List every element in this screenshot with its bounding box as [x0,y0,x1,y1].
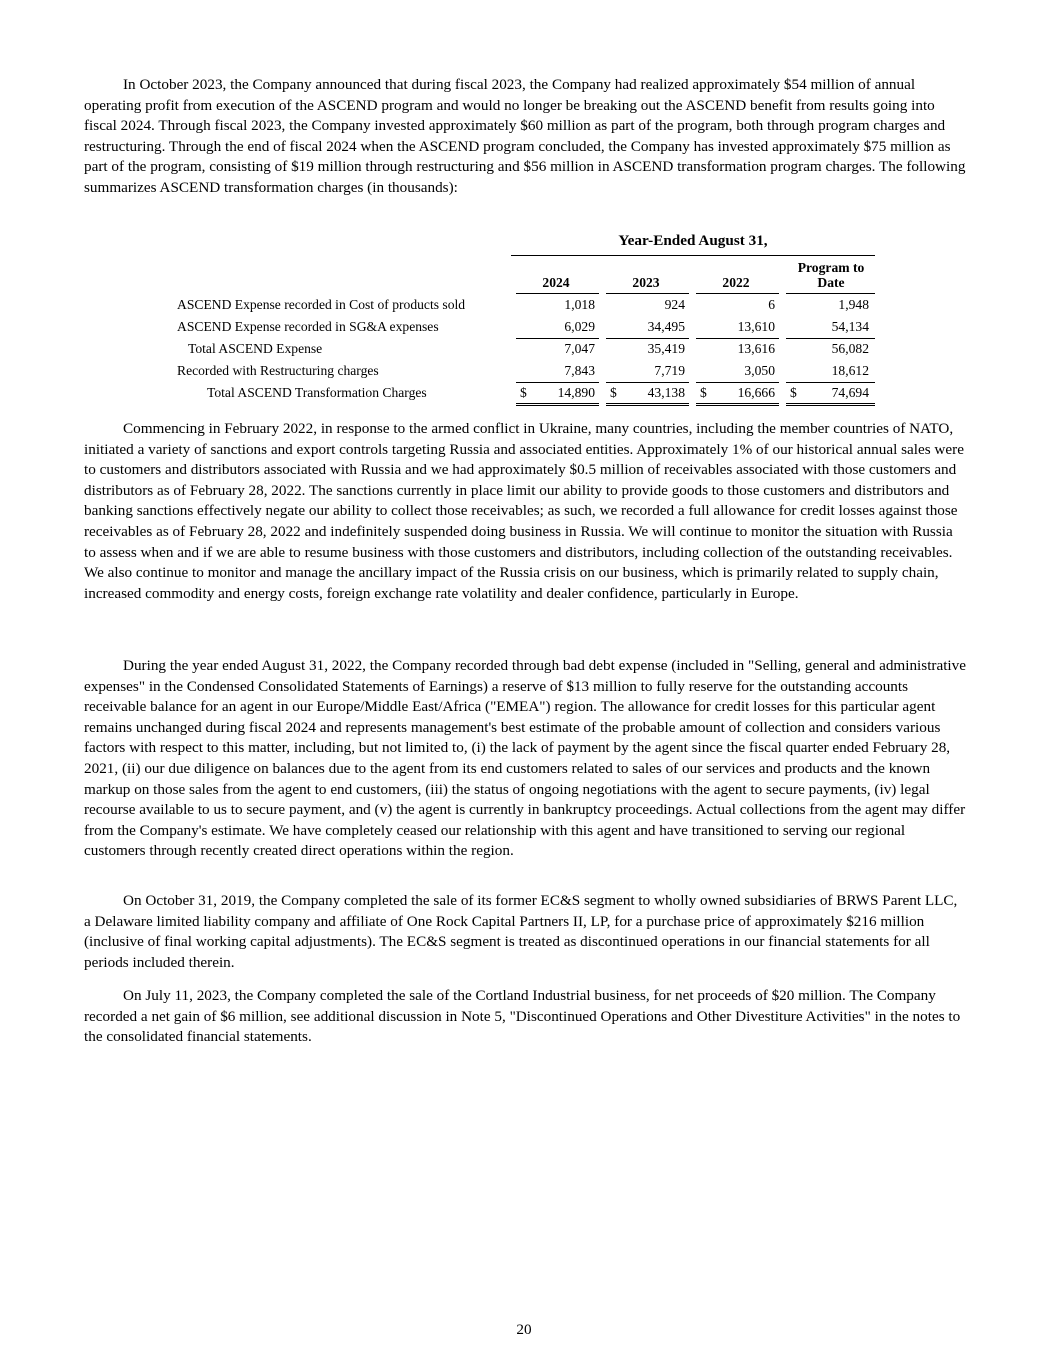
cell-2024: 6,029 [564,319,595,334]
double-rule-2024 [516,403,599,406]
cell-2024: 7,047 [564,341,595,356]
cell-ptd: 74,694 [831,385,869,400]
cell-2024: 14,890 [557,385,595,400]
cell-2022: 13,610 [737,319,775,334]
col-rule-ptd [786,293,875,294]
cell-2022: 3,050 [744,363,775,378]
cell-2023: 34,495 [647,319,685,334]
row-label: ASCEND Expense recorded in Cost of products sold [177,297,466,312]
table-row [173,295,878,316]
col-header-2022: 2022 [722,275,750,290]
currency-symbol: $ [790,385,797,400]
cell-2022: 13,616 [737,341,775,356]
paragraph-russia-sanctions: Commencing in February 2022, in response to the armed conflict in Ukraine, many countries, including the member countries of NATO, initiated a variety of sanctions and export controls targeting Russia and associated entities. Approximately 1% of our historical annual sales were to customers and distributors associated with Russia and we had approximately $0.5 million of receivables associated with those customers and distributors as of February 28, 2022. The sanctions currently in place limit our ability to provide goods to those customers and distributors and banking sanctions effectively negate our ability to collect those receivables; as such, we recorded a full allowance for credit losses against those receivables as of February 28, 2022 and indefinitely suspended doing business in Russia. We will continue to monitor the situation with Russia to assess when and if we are able to resume business with those customers and distributors, including collection of the outstanding receivables. We also continue to monitor and manage the ancillary impact of the Russia crisis on our business, which is primarily related to supply chain, increased commodity and energy costs, foreign exchange rate volatility and dealer confidence, particularly in Europe. [84,420,964,602]
row-label: Recorded with Restructuring charges [177,363,379,378]
col-rule-2024 [516,293,599,294]
cell-ptd: 18,612 [831,363,869,378]
col-rule-2023 [606,293,689,294]
cell-2024: 7,843 [564,363,595,378]
col-header-ptd-line1: Program to [797,260,865,275]
cell-2023: 35,419 [647,341,685,356]
col-header-program-to-date [785,260,877,290]
double-rule-ptd [786,403,875,406]
cell-2023: 924 [664,297,685,312]
paragraph-ascend-program: In October 2023, the Company announced that during fiscal 2023, the Company had realized approximately $54 million of annual operating profit from execution of the ASCEND program and would no longer be breaking out the ASCEND benefit from results going into fiscal 2024. Through fiscal 2023, the Company invested approximately $60 million as part of the program, both through program charges and restructuring. Through the end of fiscal 2024 when the ASCEND program concluded, the Company has invested approximately $75 million as part of the program, consisting of $19 million through restructuring and $56 million in ASCEND transformation program charges. The following summarizes ASCEND transformation charges (in thousands): [84,76,966,196]
currency-symbol: $ [520,385,527,400]
paragraph-ecs-sale: On October 31, 2019, the Company completed the sale of its former EC&S segment to wholly owned subsidiaries of BRWS Parent LLC, a Delaware limited liability company and affiliate of One Rock Capital Partners II, LP, for a purchase price of approximately $216 million (inclusive of final working capital adjustments). The EC&S segment is treated as discontinued operations in our financial statements for all periods included therein. [84,892,958,971]
table-row [173,361,878,382]
page-number: 20 [516,1321,532,1338]
period-header-rule [511,255,875,256]
currency-symbol: $ [610,385,617,400]
col-header-ptd-line2: Date [817,275,845,290]
cell-ptd: 1,948 [838,297,869,312]
cell-ptd: 56,082 [831,341,869,356]
currency-symbol: $ [700,385,707,400]
paragraph-emea-agent-reserve: During the year ended August 31, 2022, the Company recorded through bad debt expense (included in "Selling, general and administrative expenses" in the Condensed Consolidated Statements of Earnings) a reserve of $13 million to fully reserve for the outstanding accounts receivable balance for an agent in our Europe/Middle East/Africa ("EMEA") region. The allowance for credit losses for this particular agent remains unchanged during fiscal 2024 and represents management's best estimate of the probable amount of collection and considers various factors with respect to this matter, including, but not limited to, (i) the lack of payment by the agent since the fiscal quarter ended February 28, 2021, (ii) our due diligence on balances due to the agent from its end customers related to sales of our services and products and the known markup on those sales from the agent to end customers, (iii) the status of ongoing negotiations with the agent to secure payments, (iv) legal recourse available to us to secure payment, and (v) the agent is currently in bankruptcy proceedings. Actual collections from the agent may differ from the Company's estimate. We have completely ceased our relationship with this agent and have transitioned to serving our regional customers through recently created direct operations within the region. [84,657,966,860]
col-header-2024: 2024 [542,275,570,290]
col-rule-2022 [696,293,779,294]
table-row-total [173,383,878,404]
cell-2024: 1,018 [564,297,595,312]
table-row-subtotal [173,339,878,360]
cell-2022: 16,666 [737,385,775,400]
double-rule-2022 [696,403,779,406]
cell-2023: 7,719 [654,363,685,378]
cell-ptd: 54,134 [831,319,869,334]
col-header-2023: 2023 [632,275,660,290]
cell-2022: 6 [768,297,775,312]
table-row [173,317,878,338]
cell-2023: 43,138 [647,385,685,400]
row-label: Total ASCEND Expense [188,341,323,356]
row-label: Total ASCEND Transformation Charges [207,385,427,400]
paragraph-cortland-sale: On July 11, 2023, the Company completed the sale of the Cortland Industrial business, for net proceeds of $20 million. The Company recorded a net gain of $6 million, see additional discussion in Note 5, "Discontinued Operations and Other Divestiture Activities" in the notes to the consolidated financial statements. [84,987,961,1046]
period-header: Year-Ended August 31, [618,232,768,249]
double-rule-2023 [606,403,689,406]
row-label: ASCEND Expense recorded in SG&A expenses [177,319,439,334]
